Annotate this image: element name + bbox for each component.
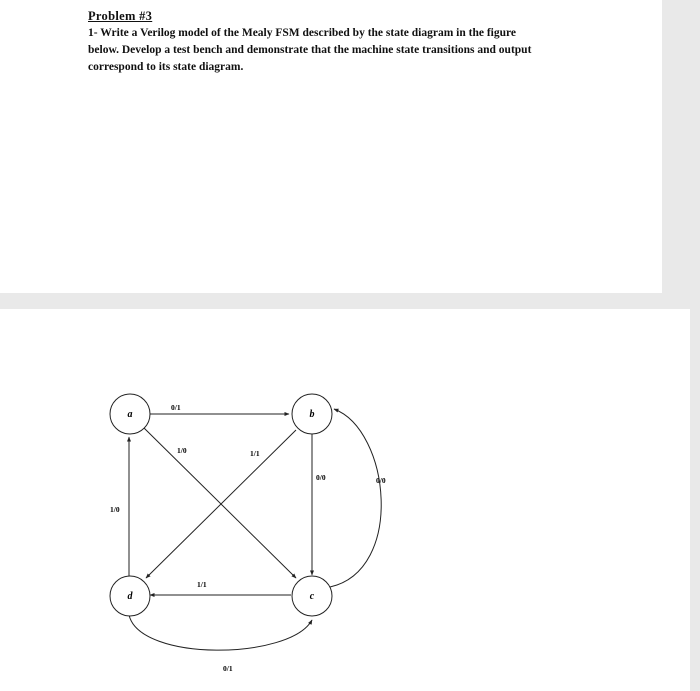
label-a-to-c: 1/0 <box>177 446 187 455</box>
state-d <box>110 576 150 616</box>
label-c-to-b: 0/0 <box>376 476 386 485</box>
label-d-to-c: 0/1 <box>223 664 233 673</box>
problem-line-1: 1- Write a Verilog model of the Mealy FSM described by the state diagram in the figure <box>88 27 517 39</box>
state-b-label: b <box>309 409 315 420</box>
state-b <box>292 394 332 434</box>
label-d-to-b: 1/1 <box>250 449 260 458</box>
edge-d-to-c <box>129 615 312 650</box>
edge-c-to-b <box>330 409 381 587</box>
label-b-to-c: 0/0 <box>316 473 326 482</box>
problem-line-3: correspond to its state diagram. <box>88 61 244 73</box>
edge-a-to-c <box>144 428 296 578</box>
label-d-to-a: 1/0 <box>110 505 120 514</box>
state-a-label: a <box>127 409 133 420</box>
problem-line-2: below. Develop a test bench and demonstrate that the machine state transitions and output <box>88 44 532 56</box>
state-c <box>292 576 332 616</box>
problem-title: Problem #3 <box>88 9 153 23</box>
state-a <box>110 394 150 434</box>
label-c-to-d: 1/1 <box>197 580 207 589</box>
state-c-label: c <box>309 591 315 602</box>
label-a-to-b: 0/1 <box>171 403 181 412</box>
state-d-label: d <box>127 591 133 602</box>
